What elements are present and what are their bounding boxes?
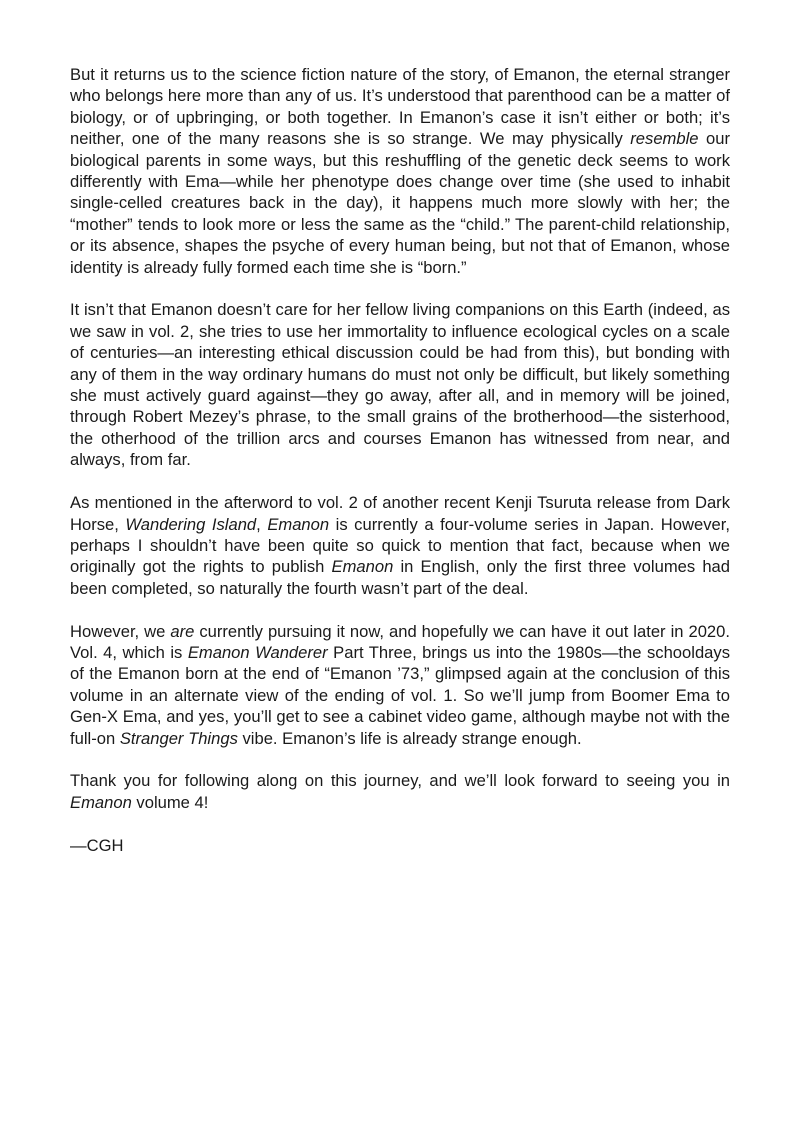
text-run: is currently a four-volume series in Japan. However, perhaps I shouldn’t have been quite so quick to mention that fact, because when we originally got the rights to publish [70, 514, 730, 577]
paragraph-5 [70, 770, 730, 813]
italic-text-run: Wandering Island [125, 514, 257, 534]
paragraph-3 [70, 492, 730, 599]
text-run: It isn’t that Emanon doesn’t care for her fellow living companions on this Earth (indeed, as we saw in vol. 2, she tries to use her immortality to influence ecological cycles on a scale of centuries—an interesting ethical discussion could be had from this), but bonding with any of them in the way ordinary humans do must not only be difficult, but likely something she must actively guard against—they go away, after all, and in memory will be joined, through Robert Mezey’s phrase, to the small grains of the brotherhood—the sisterhood, the otherhood of the trillion arcs and courses Emanon has witnessed from near, and always, from far. [70, 300, 730, 470]
italic-text-run: resemble [630, 129, 699, 149]
text-run: As mentioned in the afterword to vol. 2 of another recent Kenji Tsuruta release from Dark Horse, [70, 493, 730, 534]
italic-text-run: Emanon [331, 557, 394, 577]
italic-text-run: Emanon [70, 792, 132, 812]
text-run: volume 4! [131, 792, 209, 812]
text-run: currently pursuing it now, and hopefully we can have it out later in 2020. Vol. 4, which is [70, 621, 730, 662]
text-run: Thank you for following along on this journey, and we’ll look forward to seeing you in [70, 771, 730, 791]
italic-text-run: Emanon [267, 514, 330, 534]
paragraph-2 [70, 299, 730, 470]
text-run: in English, only the first three volumes had been completed, so naturally the fourth wasn’t part of the deal. [70, 557, 730, 598]
paragraph-4 [70, 621, 730, 749]
text-run: , [256, 514, 268, 534]
author-signature: —CGH [70, 835, 124, 855]
paragraph-1 [70, 64, 730, 278]
text-run: vibe. Emanon’s life is already strange enough. [237, 728, 582, 748]
text-run: our biological parents in some ways, but this reshuffling of the genetic deck seems to work differently with Ema—while her phenotype does change over time (she used to inhabit single-celled creatures back in the day), it happens much more slowly with her; the “mother” tends to look more or less the same as the “child.” The parent-child relationship, or its absence, shapes the psyche of every human being, but not that of Emanon, whose identity is already fully formed each time she is “born.” [70, 129, 731, 277]
text-run: However, we [70, 621, 171, 641]
italic-text-run: Stranger Things [119, 728, 238, 748]
afterword-page [70, 64, 730, 877]
text-run: Part Three, brings us into the 1980s—the schooldays of the Emanon born at the end of “Emanon ’73,” glimpsed again at the conclusion of this volume in an alternate view of the ending of vol. 1. So we’ll jump from Boomer Ema to Gen-X Ema, and yes, you’ll get to see a cabinet video game, although maybe not with the full-on [70, 642, 730, 748]
italic-text-run: are [170, 621, 195, 641]
text-run: But it returns us to the science fiction nature of the story, of Emanon, the eternal stranger who belongs here more than any of us. It’s understood that parenthood can be a matter of biology, or of upbringing, or both together. In Emanon’s case it isn’t either or both; it’s neither, one of the many reasons she is so strange. We may physically [70, 65, 730, 149]
italic-text-run: Emanon Wanderer [187, 642, 328, 662]
